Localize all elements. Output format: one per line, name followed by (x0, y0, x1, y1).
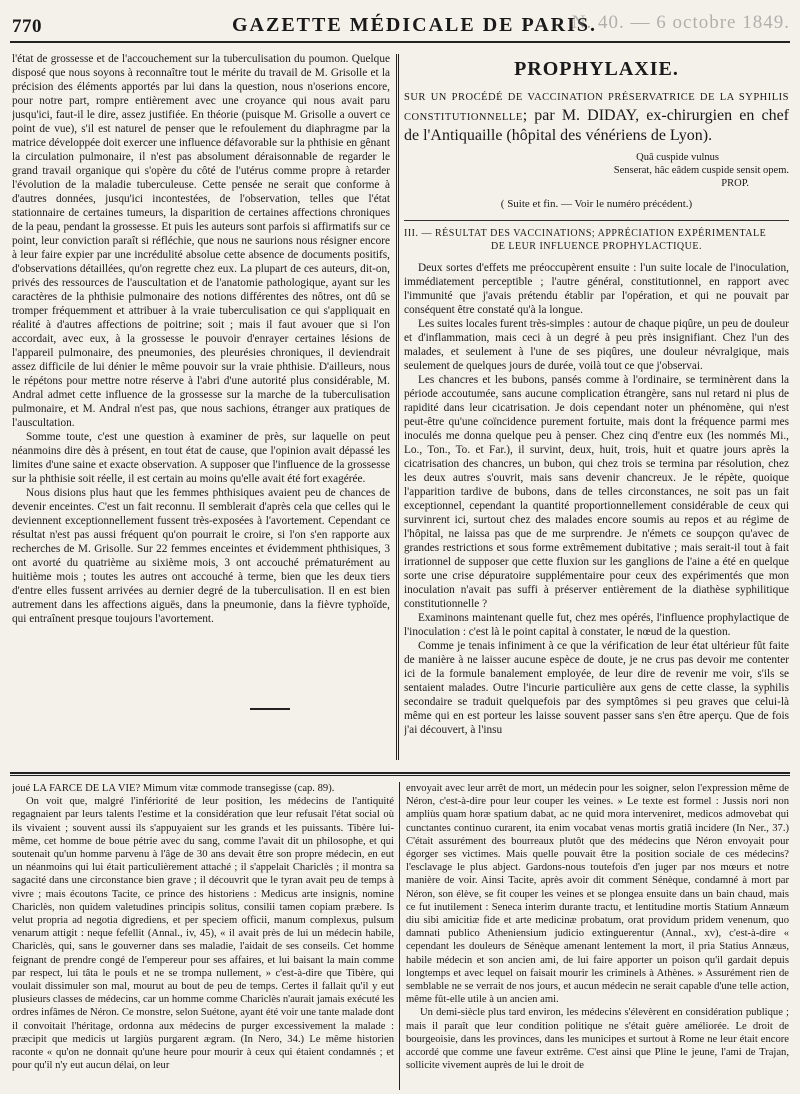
left-paragraph-1: l'état de grossesse et de l'accouchement sur la tuberculisation du poumon. Quelque disposé que nous soyons à reconnaître tout le mérite du travail de M. Grisolle et la précision des éléments apportés par lui dans la question, nous n'oserions encore, pour notre part, rompre entièrement avec une croyance qui nous avait paru jusqu'ici, faut-il le dire, assez justifiée. En théorie (puisque M. Grisolle a ouvert ce point de vue), s'il est naturel de penser que le refoulement du diaphragme par la matrice développée doit exercer une influence défavorable sur la phthisie en gênant la circulation pulmonaire, il n'est pas absolument déraisonnable de regarder le grand travail organique qui s'opère du côté de l'utérus comme propre à retarder l'évolution de la maladie tuberculeuse. Cette pensée ne serait que conforme à d'autres données, jusqu'ici incontestées, de l'observation, telles que l'état stationnaire de certaines tumeurs, la disparition de certaines affections chroniques de la peau, pendant la grossesse. Et puis les auteurs sont parfois si affirmatifs sur ce point, leur conviction paraît si réfléchie, que nous ne saurions nous résigner encore à leur faire expier par une incrédulité absolue cette absence de documents positifs, d'observations détaillées, qu'on regrette chez eux. La plupart de ces auteurs, dit-on, privés des ressources de l'auscultation et de l'anatomie pathologique, ayant sur les caractères de la phthisie pulmonaire des notions différentes des nôtres, ont dû se tromper fréquemment et attribuer à la vraie tuberculisation ce qui s'appliquait en réalité à d'autres affections de poitrine; soit ; mais il faut avouer que si l'on accordait, avec eux, à la grossesse le pouvoir d'enrayer certaines lésions de l'appareil pulmonaire, des pneumonies, des pleurésies chroniques, il deviendrait assez difficile de lui dénier le même pouvoir sur la vraie phthisie. D'ailleurs, nous le répétons pour mettre notre réserve à l'abri d'une autorité plus considérable, M. Andral admet cette influence de la grossesse sur la marche de la tuberculisation pulmonaire, et M. Andral n'est pas, que nous sachions, étranger aux pratiques de l'auscultation. (12, 53, 390, 429)
epigraph-attribution: PROP. (721, 178, 749, 189)
right-paragraph-2: Les suites locales furent très-simples : autour de chaque piqûre, un peu de douleur et d'inflammation, mais ceci à un degré à peu près insignifiant. Chez l'un des malades, et seulement à l'une de ses piqûres, une douleur névralgique, mais seulement de quelques jours de durée, voilà tout ce que j'observai. (404, 318, 789, 372)
right-paragraph-3: Les chancres et les bubons, pansés comme à l'ordinaire, se terminèrent dans la période accoutumée, sans aucune complication étrangère, sans nul retard ni plus de rapidité dans leur cicatrisation. Je dois cependant noter un phénomène, qui n'est peut-être qu'une coïncidence purement fortuite, mais dont la fréquence parmi mes inoculés me donna quelque peu à penser. Chez cinq d'entre eux (les nommés Mi., Lo., Ton., To. et Far.), il survint, deux, huit, trois, huit et quatre jours après la cicatrisation des chancres, un bubon, qui chez trois se termina par résolution, chez les deux autres s'ouvrit, mais sans devenir chancreux. Je le répète, quoique l'apparition tardive de bubons, dans de telles circonstances, ne soit pas un fait exceptionnel, cependant la quantité proportionnellement considérable de ceux qui survinrent ici, surtout chez des malades encore soumis au repos et au régime de l'hôpital, ne laissa pas que de me surprendre. Je n'émets ce soupçon qu'avec de grandes restrictions et sous forme extrêmement dubitative ; mais serait-il tout à fait irrationnel de supposer que cette fluxion sur les ganglions de l'aine a été en quelque sorte une crise dépuratoire supplémentaire pour ceux des expérimentés que mon inoculation n'avait pas suffi à préserver entièrement de la diathèse syphilitique constitutionnelle ? (404, 374, 789, 610)
feuilleton-rule-thin (10, 775, 790, 776)
feuilleton-right-paragraph-2: Un demi-siècle plus tard environ, les médecins s'élevèrent en considération publique ; mais il paraît que leur condition politique ne s'était guère améliorée. Le droit de bourgeoisie, dans les provinces, dans les municipes et surtout à Rome ne leur était encore accordé que comme une faveur extrême. C'est ainsi que Pline le jeune, l'ami de Trajan, sollicite vivement auprès de lui le droit de (406, 1007, 789, 1072)
feuilleton-rule (10, 772, 790, 774)
feuilleton-left-paragraph-1: joué LA FARCE DE LA VIE? Mimum vitæ commode transegisse (cap. 89). (12, 783, 335, 794)
running-head (12, 10, 790, 38)
right-column (404, 52, 789, 772)
left-paragraph-3: Nous disions plus haut que les femmes phthisiques avaient peu de chances de devenir enceintes. C'est un fait reconnu. Il semblerait d'après cela que celles qui le deviennent exceptionnellement fussent très-exposées à l'avortement. Cependant ce résultat n'est pas aussi fréquent qu'on pourrait le croire, si l'on s'en rapporte aux recherches de M. Grisolle. Sur 22 femmes enceintes et évidemment phthisiques, 3 ont avorté du quatrième au sixième mois, 3 ont accouché prématurément au huitième mois ; toutes les autres ont accouché à terme, bien que les deux tiers d'entre elles fussent arrivées au dernier degré de la tuberculisation. Il en est bien autrement dans les affections aiguës, dans la pneumonie, dans la fièvre typhoïde, qui entraînent presque toujours l'avortement. (12, 487, 390, 625)
epigraph-line-1: Quâ cuspide vulnus (636, 152, 719, 163)
bleed-through-text: N. 40. — 6 octobre 1849. (571, 12, 790, 33)
section-heading: III. — RÉSULTAT DES VACCINATIONS; APPRÉCIATION EXPÉRIMENTALE (404, 228, 767, 239)
feuilleton-right-column (406, 782, 789, 1090)
journal-title: GAZETTE MÉDICALE DE PARIS. (232, 14, 598, 36)
subtitle-rest: ; par M. DIDAY, ex-chirurgien en chef de l'Antiquaille (hôpital des vénériens de Lyon). (404, 107, 789, 144)
right-paragraph-1: Deux sortes d'effets me préoccupèrent ensuite : l'un suite locale de l'inoculation, immédiatement perceptible ; l'autre général, constitutionnel, en rapport avec l'immunité que j'avais prétendu établir par l'opération, et qui ne pouvait par conséquent être constaté qu'à la longue. (404, 262, 789, 316)
end-of-article-rule (250, 708, 290, 710)
feuilleton-right-paragraph-1: envoyait avec leur arrêt de mort, un médecin pour les soigner, selon l'expression même de Néron, c'est-à-dire pour leur couper les veines. » Le texte est formel : Jussis nori non ampliùs quam horæ spatium dabat, ac ne quid mora interveniret, medicos admovebat qui cunctantes continuo curarent, ita enim vocabat venas mortis gratiâ incidere (In Ner., 37.) C'était assurément des bourreaux plutôt que des médecins que Néron envoyait pour égorger ses victimes. Mais quelle pouvait être la position sociale de ces médecins? l'esclavage le plus abject. Gardons-nous toutefois d'en juger par nos mœurs et notre manière de voir. Ainsi Tacite, après avoir dit comment Sénèque, condamné à mort par Néron, son élève, se fit couper les veines et se plongea ensuite dans un bain chaud, mais ce fut inutilement : Seneca interim durante tractu, et lentitudine mortis Statium Annæum diu sibi amicitiæ fide et arte medicinæ probatum, orat providum pridem venenum, quo damnati publico Atheniensium judicio extinguerentur (Annal., xv), c'est-à-dire « cependant les douleurs de Sénèque amenant lentement la mort, il pria Statius Annæus, habile médecin et son ancien ami, de lui faire apporter un poison qu'il gardait depuis longtemps et avec lequel on faisait mourir les criminels à Athènes. » Assurément rien de semblable ne se verrait de nos jours, et aucun médecin ne serait capable d'une telle action, même fût-elle utile à un ancien ami. (406, 783, 789, 1006)
feuilleton-divider (399, 782, 400, 1090)
article-subtitle (404, 87, 789, 145)
header-rule (10, 41, 790, 43)
page-number: 770 (12, 16, 42, 37)
column-divider (396, 54, 399, 760)
section-rule (404, 220, 789, 221)
right-paragraph-4: Examinons maintenant quelle fut, chez mes opérés, l'influence prophylactique de l'inoculation : c'est là le point capital à constater, le nœud de la question. (404, 612, 789, 638)
left-column (12, 52, 390, 657)
epigraph-line-2: Senserat, hâc eâdem cuspide sensit opem. (613, 165, 789, 176)
feuilleton-left-paragraph-2: On voit que, malgré l'infériorité de leur position, les médecins de l'antiquité regagnaient par leurs talents l'estime et la considération que leur refusait l'état social où ils vivaient ; souvent aussi ils s'appuyaient sur les grands et les puissants. Tibère lui-même, cet homme de boue pétrie avec du sang, comme l'avait dit un philosophe, et qui soutenait qu'un homme parvenu à l'âge de 30 ans devait être son propre médecin, en eut un néanmoins qui lui était particulièrement attaché ; il s'appelait Chariclès ; il montra sa sagacité dans une circonstance bien grave ; il découvrit que le tyran avait peu de temps à vivre ; mais écoutons Tacite, ce prince des historiens : Medicus arte insignis, nomine Chariclès, non quidem valetudines principis solitus, consilii tamen copiam præbere. Is velut propria ad negotia digrediens, et per speciem officii, manum complexus, pulsum venarum attigit : neque fefellit (Annal., iv, 45), « il avait près de lui un médecin habile, Chariclès, qui, sans le gouverner dans ses maladie, l'aidait de ses conseils. Cet homme feignant de prendre congé de l'empereur pour ses affaires, et lui baisant la main comme par respect, lui tâta le pouls et ne se trompa nullement, » c'est-à-dire que Tibère, qui voulait dissimuler son mal, mourut au bout de peu de temps. Certes il fallait qu'il y eut plusieurs classes de médecins, car un homme comme Chariclès n'aurait jamais exécuté les ordres infâmes de Néron. Ce monstre, selon Suétone, ayant été voir une tante malade dont il convoitait l'héritage, ordonna aux médecins de purger excessivement la malade : præcipit que medicis ut largiùs purgarent ægram. (In Nero, 34.) Le même historien raconte « qu'on ne donnait qu'une heure pour mourir à ceux qui étaient condamnés ; et pour qu'il n'y eut aucun délai, on leur (12, 796, 394, 1072)
section-heading-2: DE LEUR INFLUENCE PROPHYLACTIQUE. (491, 241, 702, 252)
left-paragraph-2: Somme toute, c'est une question à examiner de près, sur laquelle on peut néanmoins dire dès à présent, en tout état de cause, que l'opinion avait dépassé les limites d'une saine et exacte observation. A supposer que l'influence de la grossesse sur la phthisie soit réelle, il est certain au moins qu'elle avait été fort exagérée. (12, 431, 390, 485)
section-title: PROPHYLAXIE. (514, 58, 679, 80)
right-paragraph-5: Comme je tenais infiniment à ce que la vérification de leur état ultérieur fût faite de manière à ne laisser aucune espèce de doute, je ne crus pas devoir me contenter ici de la formule banalement employée, de leur dire de revenir me voir, s'ils se sentaient malades. Outre l'incurie particulière aux gens de cette classe, la syphilis secondaire se traduit quelquefois par des symptômes si peu graves que celui-là même qui en est porteur les laisse souvent passer sans s'en être aperçu. Que de fois j'ai découvert, à l'insu (404, 640, 789, 736)
continuation-note: ( Suite et fin. — Voir le numéro précédent.) (500, 198, 693, 210)
subtitle-lead: SUR UN PROCÉDÉ DE VACCINATION PRÉSERVATRICE DE LA SYPHILIS CONSTITUTIONNELLE (404, 92, 789, 123)
feuilleton-left-column (12, 782, 394, 1090)
